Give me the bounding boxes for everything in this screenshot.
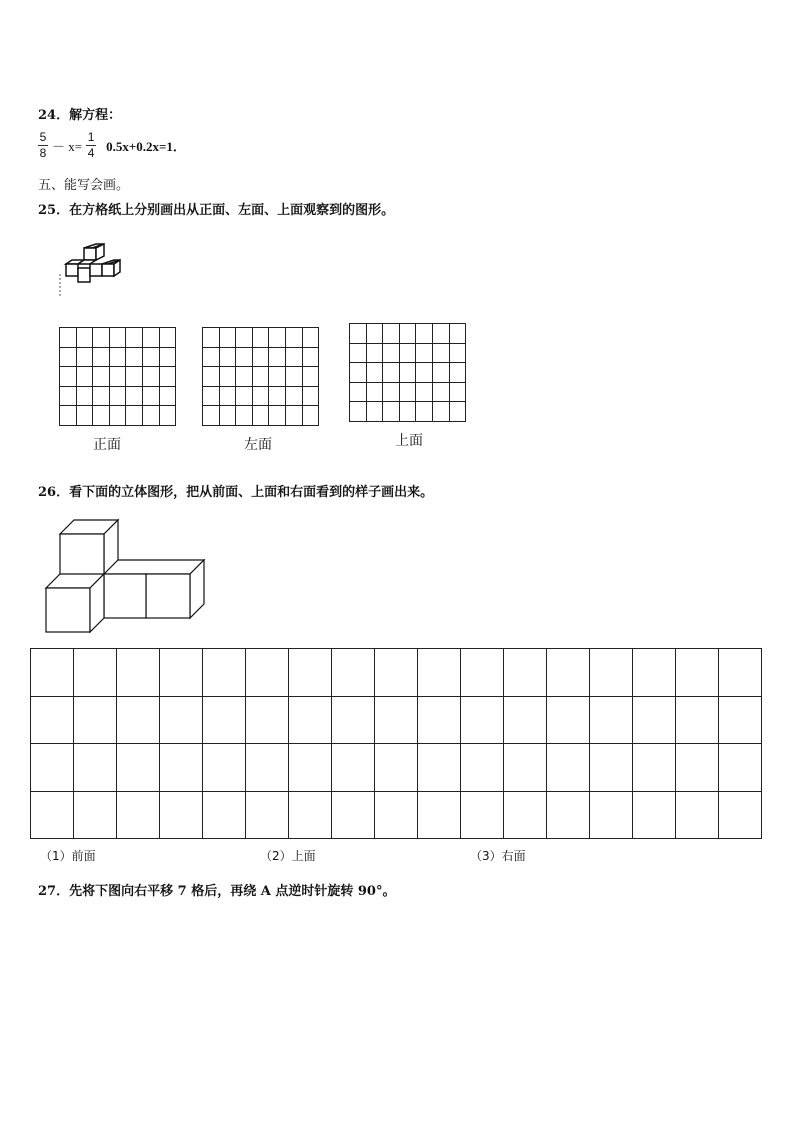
grid-cell[interactable] bbox=[117, 791, 160, 839]
grid-cell[interactable] bbox=[719, 696, 762, 744]
grid-cell[interactable] bbox=[547, 744, 590, 792]
grid-cell[interactable] bbox=[76, 386, 93, 406]
grid-cell[interactable] bbox=[31, 744, 74, 792]
grid-cell[interactable] bbox=[418, 696, 461, 744]
grid-cell[interactable] bbox=[461, 649, 504, 697]
grid-cell[interactable] bbox=[203, 649, 246, 697]
grid-top-view[interactable] bbox=[349, 323, 466, 422]
grid-cell[interactable] bbox=[375, 649, 418, 697]
grid-cell[interactable] bbox=[432, 402, 449, 422]
grid-cell[interactable] bbox=[269, 367, 286, 387]
grid-cell[interactable] bbox=[219, 406, 236, 426]
grid-cell[interactable] bbox=[418, 744, 461, 792]
grid-cell[interactable] bbox=[449, 402, 466, 422]
grid-cell[interactable] bbox=[366, 402, 383, 422]
equation-row bbox=[38, 131, 186, 160]
grid-cell[interactable] bbox=[547, 649, 590, 697]
grid-cell[interactable] bbox=[142, 328, 159, 348]
grid-cell[interactable] bbox=[109, 386, 126, 406]
grid-cell[interactable] bbox=[633, 696, 676, 744]
grid-cell[interactable] bbox=[236, 347, 253, 367]
grid-cell[interactable] bbox=[416, 382, 433, 402]
grid-cell[interactable] bbox=[289, 791, 332, 839]
grid-cell[interactable] bbox=[109, 328, 126, 348]
grid-cell[interactable] bbox=[219, 328, 236, 348]
grid-cell[interactable] bbox=[676, 649, 719, 697]
grid-cell[interactable] bbox=[219, 367, 236, 387]
grid-cell[interactable] bbox=[332, 791, 375, 839]
grid-cell[interactable] bbox=[719, 744, 762, 792]
grid-cell[interactable] bbox=[126, 328, 143, 348]
grid-cell[interactable] bbox=[76, 406, 93, 426]
grid-cell[interactable] bbox=[142, 347, 159, 367]
grid-cell[interactable] bbox=[633, 744, 676, 792]
grid-cell[interactable] bbox=[633, 649, 676, 697]
fraction-denominator: 8 bbox=[39, 146, 47, 160]
grid-cell[interactable] bbox=[416, 363, 433, 383]
grid-cell[interactable] bbox=[31, 791, 74, 839]
grid-cell[interactable] bbox=[246, 696, 289, 744]
grid-cell[interactable] bbox=[93, 386, 110, 406]
grid-cell[interactable] bbox=[461, 696, 504, 744]
grid-cell[interactable] bbox=[219, 347, 236, 367]
grid-cell[interactable] bbox=[383, 382, 400, 402]
grid-cell[interactable] bbox=[289, 649, 332, 697]
grid-cell[interactable] bbox=[160, 649, 203, 697]
grid-cell[interactable] bbox=[590, 744, 633, 792]
caption-q26-top: （2）上面 bbox=[260, 849, 316, 863]
grid-cell[interactable] bbox=[449, 363, 466, 383]
grid-cell[interactable] bbox=[366, 363, 383, 383]
question-25-label: 25．在方格纸上分别画出从正面、左面、上面观察到的图形。 bbox=[38, 203, 395, 218]
grid-cell[interactable] bbox=[76, 347, 93, 367]
grid-cell[interactable] bbox=[252, 367, 269, 387]
grid-cell[interactable] bbox=[31, 649, 74, 697]
equation-minus-x: － x= bbox=[52, 139, 83, 154]
grid-cell[interactable] bbox=[159, 386, 176, 406]
fraction-1-4 bbox=[86, 131, 96, 160]
grid-cell[interactable] bbox=[633, 791, 676, 839]
grid-cell[interactable] bbox=[366, 324, 383, 344]
grid-cell[interactable] bbox=[289, 744, 332, 792]
grid-cell[interactable] bbox=[203, 696, 246, 744]
grid-cell[interactable] bbox=[676, 696, 719, 744]
grid-cell[interactable] bbox=[142, 406, 159, 426]
grid-cell[interactable] bbox=[350, 363, 367, 383]
grid-cell[interactable] bbox=[160, 744, 203, 792]
grid-cell[interactable] bbox=[449, 324, 466, 344]
grid-cell[interactable] bbox=[269, 386, 286, 406]
grid-cell[interactable] bbox=[547, 791, 590, 839]
caption-left: 左面 bbox=[244, 437, 272, 453]
grid-cell[interactable] bbox=[461, 791, 504, 839]
grid-cell[interactable] bbox=[236, 386, 253, 406]
grid-cell[interactable] bbox=[285, 328, 302, 348]
fraction-numerator: 5 bbox=[39, 130, 47, 144]
grid-cell[interactable] bbox=[399, 363, 416, 383]
q25-cube-figure bbox=[56, 240, 126, 300]
grid-cell[interactable] bbox=[461, 744, 504, 792]
fraction-5-8 bbox=[38, 131, 48, 160]
grid-cell[interactable] bbox=[109, 347, 126, 367]
grid-cell[interactable] bbox=[547, 696, 590, 744]
grid-cell[interactable] bbox=[246, 791, 289, 839]
fraction-numerator: 1 bbox=[87, 130, 95, 144]
grid-cell[interactable] bbox=[416, 343, 433, 363]
grid-cell[interactable] bbox=[676, 791, 719, 839]
grid-front-view[interactable] bbox=[59, 327, 176, 426]
grid-cell[interactable] bbox=[590, 791, 633, 839]
grid-cell[interactable] bbox=[269, 328, 286, 348]
grid-cell[interactable] bbox=[159, 347, 176, 367]
caption-q26-right: （3）右面 bbox=[470, 849, 526, 863]
grid-cell[interactable] bbox=[76, 328, 93, 348]
grid-cell[interactable] bbox=[332, 744, 375, 792]
grid-cell[interactable] bbox=[117, 649, 160, 697]
grid-cell[interactable] bbox=[332, 649, 375, 697]
grid-cell[interactable] bbox=[203, 406, 220, 426]
question-27-label: 27．先将下图向右平移 7 格后，再绕 A 点逆时针旋转 90°。 bbox=[38, 884, 396, 899]
grid-cell[interactable] bbox=[203, 744, 246, 792]
grid-cell[interactable] bbox=[160, 791, 203, 839]
grid-cell[interactable] bbox=[302, 347, 319, 367]
grid-cell[interactable] bbox=[432, 324, 449, 344]
grid-cell[interactable] bbox=[159, 367, 176, 387]
grid-cell[interactable] bbox=[126, 386, 143, 406]
grid-cell[interactable] bbox=[117, 696, 160, 744]
grid-cell[interactable] bbox=[203, 367, 220, 387]
grid-cell[interactable] bbox=[432, 382, 449, 402]
question-26-label: 26．看下面的立体图形，把从前面、上面和右面看到的样子画出来。 bbox=[38, 485, 434, 500]
grid-cell[interactable] bbox=[285, 386, 302, 406]
fraction-denominator: 4 bbox=[87, 146, 95, 160]
grid-cell[interactable] bbox=[74, 696, 117, 744]
grid-cell[interactable] bbox=[399, 402, 416, 422]
grid-cell[interactable] bbox=[383, 324, 400, 344]
grid-cell[interactable] bbox=[383, 363, 400, 383]
grid-cell[interactable] bbox=[60, 386, 77, 406]
grid-cell[interactable] bbox=[109, 406, 126, 426]
grid-cell[interactable] bbox=[418, 791, 461, 839]
grid-cell[interactable] bbox=[383, 402, 400, 422]
grid-cell[interactable] bbox=[126, 406, 143, 426]
grid-cell[interactable] bbox=[504, 649, 547, 697]
grid-cell[interactable] bbox=[399, 324, 416, 344]
grid-cell[interactable] bbox=[590, 649, 633, 697]
grid-cell[interactable] bbox=[252, 386, 269, 406]
grid-cell[interactable] bbox=[126, 347, 143, 367]
grid-cell[interactable] bbox=[350, 382, 367, 402]
grid-cell[interactable] bbox=[60, 406, 77, 426]
grid-cell[interactable] bbox=[449, 343, 466, 363]
grid-cell[interactable] bbox=[504, 744, 547, 792]
grid-cell[interactable] bbox=[93, 347, 110, 367]
caption-front: 正面 bbox=[93, 437, 121, 453]
grid-cell[interactable] bbox=[269, 347, 286, 367]
grid-cell[interactable] bbox=[432, 363, 449, 383]
grid-cell[interactable] bbox=[74, 791, 117, 839]
grid-cell[interactable] bbox=[719, 791, 762, 839]
grid-cell[interactable] bbox=[60, 328, 77, 348]
grid-cell[interactable] bbox=[350, 324, 367, 344]
caption-top: 上面 bbox=[395, 433, 423, 449]
grid-cell[interactable] bbox=[418, 649, 461, 697]
grid-cell[interactable] bbox=[117, 744, 160, 792]
grid-cell[interactable] bbox=[252, 347, 269, 367]
grid-cell[interactable] bbox=[60, 347, 77, 367]
grid-cell[interactable] bbox=[399, 343, 416, 363]
grid-cell[interactable] bbox=[350, 402, 367, 422]
question-24-label: 24．解方程： bbox=[38, 108, 122, 123]
grid-cell[interactable] bbox=[302, 406, 319, 426]
grid-cell[interactable] bbox=[366, 343, 383, 363]
grid-cell[interactable] bbox=[504, 791, 547, 839]
grid-cell[interactable] bbox=[93, 367, 110, 387]
grid-cell[interactable] bbox=[285, 347, 302, 367]
grid-cell[interactable] bbox=[416, 402, 433, 422]
grid-cell[interactable] bbox=[366, 382, 383, 402]
grid-cell[interactable] bbox=[159, 406, 176, 426]
grid-cell[interactable] bbox=[252, 328, 269, 348]
grid-cell[interactable] bbox=[269, 406, 286, 426]
grid-cell[interactable] bbox=[302, 328, 319, 348]
grid-cell[interactable] bbox=[302, 367, 319, 387]
grid-cell[interactable] bbox=[246, 649, 289, 697]
grid-cell[interactable] bbox=[285, 367, 302, 387]
grid-cell[interactable] bbox=[285, 406, 302, 426]
grid-cell[interactable] bbox=[236, 328, 253, 348]
equation-2: 0.5x+0.2x=1． bbox=[106, 139, 186, 154]
grid-cell[interactable] bbox=[203, 386, 220, 406]
grid-cell[interactable] bbox=[76, 367, 93, 387]
grid-cell[interactable] bbox=[74, 744, 117, 792]
grid-cell[interactable] bbox=[375, 696, 418, 744]
grid-cell[interactable] bbox=[126, 367, 143, 387]
grid-cell[interactable] bbox=[203, 791, 246, 839]
grid-cell[interactable] bbox=[203, 328, 220, 348]
grid-cell[interactable] bbox=[203, 347, 220, 367]
grid-cell[interactable] bbox=[332, 696, 375, 744]
grid-cell[interactable] bbox=[676, 744, 719, 792]
grid-cell[interactable] bbox=[142, 386, 159, 406]
grid-cell[interactable] bbox=[289, 696, 332, 744]
q26-cube-figure bbox=[44, 516, 208, 636]
grid-left-view[interactable] bbox=[202, 327, 319, 426]
grid-cell[interactable] bbox=[719, 649, 762, 697]
grid-cell[interactable] bbox=[109, 367, 126, 387]
grid-cell[interactable] bbox=[432, 343, 449, 363]
grid-cell[interactable] bbox=[142, 367, 159, 387]
grid-cell[interactable] bbox=[350, 343, 367, 363]
grid-q26[interactable] bbox=[30, 648, 762, 839]
grid-cell[interactable] bbox=[93, 328, 110, 348]
grid-cell[interactable] bbox=[375, 744, 418, 792]
grid-cell[interactable] bbox=[246, 744, 289, 792]
grid-cell[interactable] bbox=[236, 406, 253, 426]
grid-cell[interactable] bbox=[93, 406, 110, 426]
grid-cell[interactable] bbox=[504, 696, 547, 744]
grid-cell[interactable] bbox=[160, 696, 203, 744]
grid-cell[interactable] bbox=[590, 696, 633, 744]
grid-cell[interactable] bbox=[302, 386, 319, 406]
caption-q26-front: （1）前面 bbox=[40, 849, 96, 863]
grid-cell[interactable] bbox=[159, 328, 176, 348]
grid-cell[interactable] bbox=[31, 696, 74, 744]
grid-cell[interactable] bbox=[236, 367, 253, 387]
section-5-heading: 五、能写会画。 bbox=[38, 178, 130, 193]
grid-cell[interactable] bbox=[252, 406, 269, 426]
grid-cell[interactable] bbox=[416, 324, 433, 344]
grid-cell[interactable] bbox=[74, 649, 117, 697]
grid-cell[interactable] bbox=[219, 386, 236, 406]
grid-cell[interactable] bbox=[449, 382, 466, 402]
grid-cell[interactable] bbox=[383, 343, 400, 363]
grid-cell[interactable] bbox=[375, 791, 418, 839]
grid-cell[interactable] bbox=[399, 382, 416, 402]
grid-cell[interactable] bbox=[60, 367, 77, 387]
